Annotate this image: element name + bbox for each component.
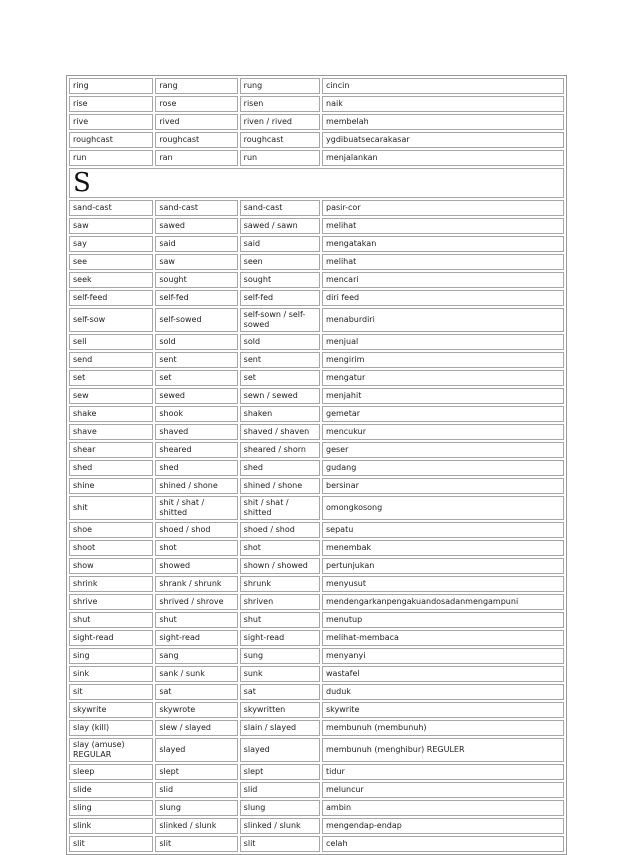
past-participle-cell: slinked / slunk: [240, 818, 320, 834]
past-simple-cell: rose: [155, 96, 237, 112]
base-form-cell: slit: [69, 836, 153, 852]
translation-cell: menembak: [322, 540, 564, 556]
translation-cell: melihat: [322, 218, 564, 234]
table-row: [69, 612, 564, 628]
past-simple-cell: showed: [155, 558, 237, 574]
past-participle-cell: set: [240, 370, 320, 386]
table-row: [69, 114, 564, 130]
table-row: [69, 630, 564, 646]
base-form-cell: shave: [69, 424, 153, 440]
past-simple-cell: slayed: [155, 738, 237, 762]
base-form-cell: shine: [69, 478, 153, 494]
table-row: [69, 352, 564, 368]
translation-cell: mengatakan: [322, 236, 564, 252]
past-simple-cell: slinked / slunk: [155, 818, 237, 834]
base-form-cell: sew: [69, 388, 153, 404]
past-simple-cell: set: [155, 370, 237, 386]
table-row: [69, 818, 564, 834]
past-simple-cell: sat: [155, 684, 237, 700]
section-letter: S: [69, 168, 564, 198]
past-participle-cell: sold: [240, 334, 320, 350]
table-row: [69, 272, 564, 288]
past-participle-cell: sight-read: [240, 630, 320, 646]
table-row: [69, 576, 564, 592]
past-simple-cell: self-fed: [155, 290, 237, 306]
base-form-cell: saw: [69, 218, 153, 234]
past-simple-cell: shined / shone: [155, 478, 237, 494]
past-simple-cell: shit / shat / shitted: [155, 496, 237, 520]
table-row: [69, 96, 564, 112]
past-participle-cell: slain / slayed: [240, 720, 320, 736]
table-row: [69, 800, 564, 816]
past-participle-cell: sung: [240, 648, 320, 664]
table-row: [69, 78, 564, 94]
table-row: [69, 290, 564, 306]
translation-cell: wastafel: [322, 666, 564, 682]
past-participle-cell: slid: [240, 782, 320, 798]
translation-cell: mengendap-endap: [322, 818, 564, 834]
base-form-cell: sling: [69, 800, 153, 816]
table-row: [69, 648, 564, 664]
translation-cell: melihat-membaca: [322, 630, 564, 646]
table-row: [69, 594, 564, 610]
base-form-cell: say: [69, 236, 153, 252]
past-simple-cell: shrived / shrove: [155, 594, 237, 610]
verb-table: [66, 75, 567, 855]
past-simple-cell: self-sowed: [155, 308, 237, 332]
translation-cell: tidur: [322, 764, 564, 780]
past-simple-cell: sank / sunk: [155, 666, 237, 682]
table-row: [69, 236, 564, 252]
past-simple-cell: said: [155, 236, 237, 252]
past-participle-cell: rung: [240, 78, 320, 94]
translation-cell: membunuh (menghibur) REGULER: [322, 738, 564, 762]
base-form-cell: rise: [69, 96, 153, 112]
base-form-cell: skywrite: [69, 702, 153, 718]
past-participle-cell: sat: [240, 684, 320, 700]
past-participle-cell: shit / shat / shitted: [240, 496, 320, 520]
past-participle-cell: sunk: [240, 666, 320, 682]
past-participle-cell: risen: [240, 96, 320, 112]
translation-cell: naik: [322, 96, 564, 112]
past-simple-cell: slung: [155, 800, 237, 816]
translation-cell: menyanyi: [322, 648, 564, 664]
rows-before-section: [69, 78, 564, 166]
table-row: [69, 720, 564, 736]
translation-cell: bersinar: [322, 478, 564, 494]
past-simple-cell: sang: [155, 648, 237, 664]
past-simple-cell: ran: [155, 150, 237, 166]
past-participle-cell: seen: [240, 254, 320, 270]
base-form-cell: sink: [69, 666, 153, 682]
base-form-cell: self-sow: [69, 308, 153, 332]
base-form-cell: ring: [69, 78, 153, 94]
base-form-cell: show: [69, 558, 153, 574]
past-participle-cell: sent: [240, 352, 320, 368]
table-row: [69, 460, 564, 476]
translation-cell: melihat: [322, 254, 564, 270]
base-form-cell: rive: [69, 114, 153, 130]
past-simple-cell: rived: [155, 114, 237, 130]
table-row: [69, 388, 564, 404]
past-participle-cell: sawed / sawn: [240, 218, 320, 234]
past-simple-cell: shed: [155, 460, 237, 476]
table-row: [69, 496, 564, 520]
table-row: [69, 540, 564, 556]
translation-cell: cincin: [322, 78, 564, 94]
base-form-cell: shrink: [69, 576, 153, 592]
past-participle-cell: shined / shone: [240, 478, 320, 494]
base-form-cell: shrive: [69, 594, 153, 610]
translation-cell: gemetar: [322, 406, 564, 422]
past-participle-cell: slayed: [240, 738, 320, 762]
past-participle-cell: self-fed: [240, 290, 320, 306]
past-simple-cell: rang: [155, 78, 237, 94]
base-form-cell: send: [69, 352, 153, 368]
translation-cell: sepatu: [322, 522, 564, 538]
base-form-cell: sit: [69, 684, 153, 700]
past-simple-cell: sand-cast: [155, 200, 237, 216]
table-row: [69, 370, 564, 386]
translation-cell: mencukur: [322, 424, 564, 440]
past-participle-cell: shot: [240, 540, 320, 556]
table-row: [69, 334, 564, 350]
base-form-cell: slink: [69, 818, 153, 834]
translation-cell: pertunjukan: [322, 558, 564, 574]
past-participle-cell: roughcast: [240, 132, 320, 148]
translation-cell: gudang: [322, 460, 564, 476]
past-simple-cell: saw: [155, 254, 237, 270]
table-row: [69, 132, 564, 148]
base-form-cell: shut: [69, 612, 153, 628]
table-row: [69, 764, 564, 780]
past-participle-cell: sand-cast: [240, 200, 320, 216]
translation-cell: meluncur: [322, 782, 564, 798]
past-participle-cell: sought: [240, 272, 320, 288]
base-form-cell: sand-cast: [69, 200, 153, 216]
past-participle-cell: shrunk: [240, 576, 320, 592]
translation-cell: mendengarkanpengakuandosadanmengampuni: [322, 594, 564, 610]
past-participle-cell: shown / showed: [240, 558, 320, 574]
past-simple-cell: shaved: [155, 424, 237, 440]
section-header-row: [69, 168, 564, 198]
table-row: [69, 200, 564, 216]
translation-cell: pasir-cor: [322, 200, 564, 216]
past-simple-cell: slid: [155, 782, 237, 798]
base-form-cell: slay (kill): [69, 720, 153, 736]
past-participle-cell: slung: [240, 800, 320, 816]
translation-cell: mencari: [322, 272, 564, 288]
past-participle-cell: sheared / shorn: [240, 442, 320, 458]
past-participle-cell: shaved / shaven: [240, 424, 320, 440]
translation-cell: diri feed: [322, 290, 564, 306]
table-row: [69, 684, 564, 700]
table-row: [69, 738, 564, 762]
past-participle-cell: self-sown / self-sowed: [240, 308, 320, 332]
past-simple-cell: sewed: [155, 388, 237, 404]
translation-cell: menjahit: [322, 388, 564, 404]
past-simple-cell: skywrote: [155, 702, 237, 718]
past-participle-cell: shoed / shod: [240, 522, 320, 538]
translation-cell: mengirim: [322, 352, 564, 368]
table-row: [69, 424, 564, 440]
translation-cell: skywrite: [322, 702, 564, 718]
past-simple-cell: shrank / shrunk: [155, 576, 237, 592]
base-form-cell: self-feed: [69, 290, 153, 306]
past-simple-cell: shut: [155, 612, 237, 628]
past-participle-cell: sewn / sewed: [240, 388, 320, 404]
past-participle-cell: shed: [240, 460, 320, 476]
past-participle-cell: slept: [240, 764, 320, 780]
translation-cell: membelah: [322, 114, 564, 130]
base-form-cell: sing: [69, 648, 153, 664]
base-form-cell: sleep: [69, 764, 153, 780]
base-form-cell: slide: [69, 782, 153, 798]
table-row: [69, 782, 564, 798]
past-simple-cell: slew / slayed: [155, 720, 237, 736]
table-row: [69, 666, 564, 682]
translation-cell: celah: [322, 836, 564, 852]
rows-after-section: [69, 200, 564, 852]
past-simple-cell: sheared: [155, 442, 237, 458]
past-simple-cell: roughcast: [155, 132, 237, 148]
past-participle-cell: riven / rived: [240, 114, 320, 130]
translation-cell: menutup: [322, 612, 564, 628]
base-form-cell: shoe: [69, 522, 153, 538]
table-row: [69, 702, 564, 718]
table-row: [69, 478, 564, 494]
translation-cell: ambin: [322, 800, 564, 816]
base-form-cell: shake: [69, 406, 153, 422]
table-row: [69, 218, 564, 234]
past-participle-cell: shut: [240, 612, 320, 628]
translation-cell: duduk: [322, 684, 564, 700]
translation-cell: membunuh (membunuh): [322, 720, 564, 736]
past-simple-cell: sawed: [155, 218, 237, 234]
past-simple-cell: sold: [155, 334, 237, 350]
table-row: [69, 308, 564, 332]
past-participle-cell: run: [240, 150, 320, 166]
past-participle-cell: said: [240, 236, 320, 252]
translation-cell: menjalankan: [322, 150, 564, 166]
translation-cell: menjual: [322, 334, 564, 350]
base-form-cell: set: [69, 370, 153, 386]
past-participle-cell: slit: [240, 836, 320, 852]
translation-cell: menaburdiri: [322, 308, 564, 332]
past-participle-cell: skywritten: [240, 702, 320, 718]
table-row: [69, 836, 564, 852]
past-simple-cell: slit: [155, 836, 237, 852]
table-row: [69, 406, 564, 422]
base-form-cell: sight-read: [69, 630, 153, 646]
past-simple-cell: sent: [155, 352, 237, 368]
past-simple-cell: shook: [155, 406, 237, 422]
past-participle-cell: shaken: [240, 406, 320, 422]
base-form-cell: sell: [69, 334, 153, 350]
past-participle-cell: shriven: [240, 594, 320, 610]
past-simple-cell: slept: [155, 764, 237, 780]
base-form-cell: roughcast: [69, 132, 153, 148]
translation-cell: omongkosong: [322, 496, 564, 520]
base-form-cell: shoot: [69, 540, 153, 556]
table-row: [69, 150, 564, 166]
base-form-cell: run: [69, 150, 153, 166]
base-form-cell: seek: [69, 272, 153, 288]
past-simple-cell: sought: [155, 272, 237, 288]
past-simple-cell: sight-read: [155, 630, 237, 646]
table-row: [69, 254, 564, 270]
translation-cell: mengatur: [322, 370, 564, 386]
table-row: [69, 522, 564, 538]
base-form-cell: shit: [69, 496, 153, 520]
section-header: [69, 168, 564, 198]
base-form-cell: shear: [69, 442, 153, 458]
table-row: [69, 558, 564, 574]
base-form-cell: shed: [69, 460, 153, 476]
translation-cell: menyusut: [322, 576, 564, 592]
base-form-cell: slay (amuse) REGULAR: [69, 738, 153, 762]
translation-cell: geser: [322, 442, 564, 458]
base-form-cell: see: [69, 254, 153, 270]
past-simple-cell: shot: [155, 540, 237, 556]
past-simple-cell: shoed / shod: [155, 522, 237, 538]
table-row: [69, 442, 564, 458]
translation-cell: ygdibuatsecarakasar: [322, 132, 564, 148]
